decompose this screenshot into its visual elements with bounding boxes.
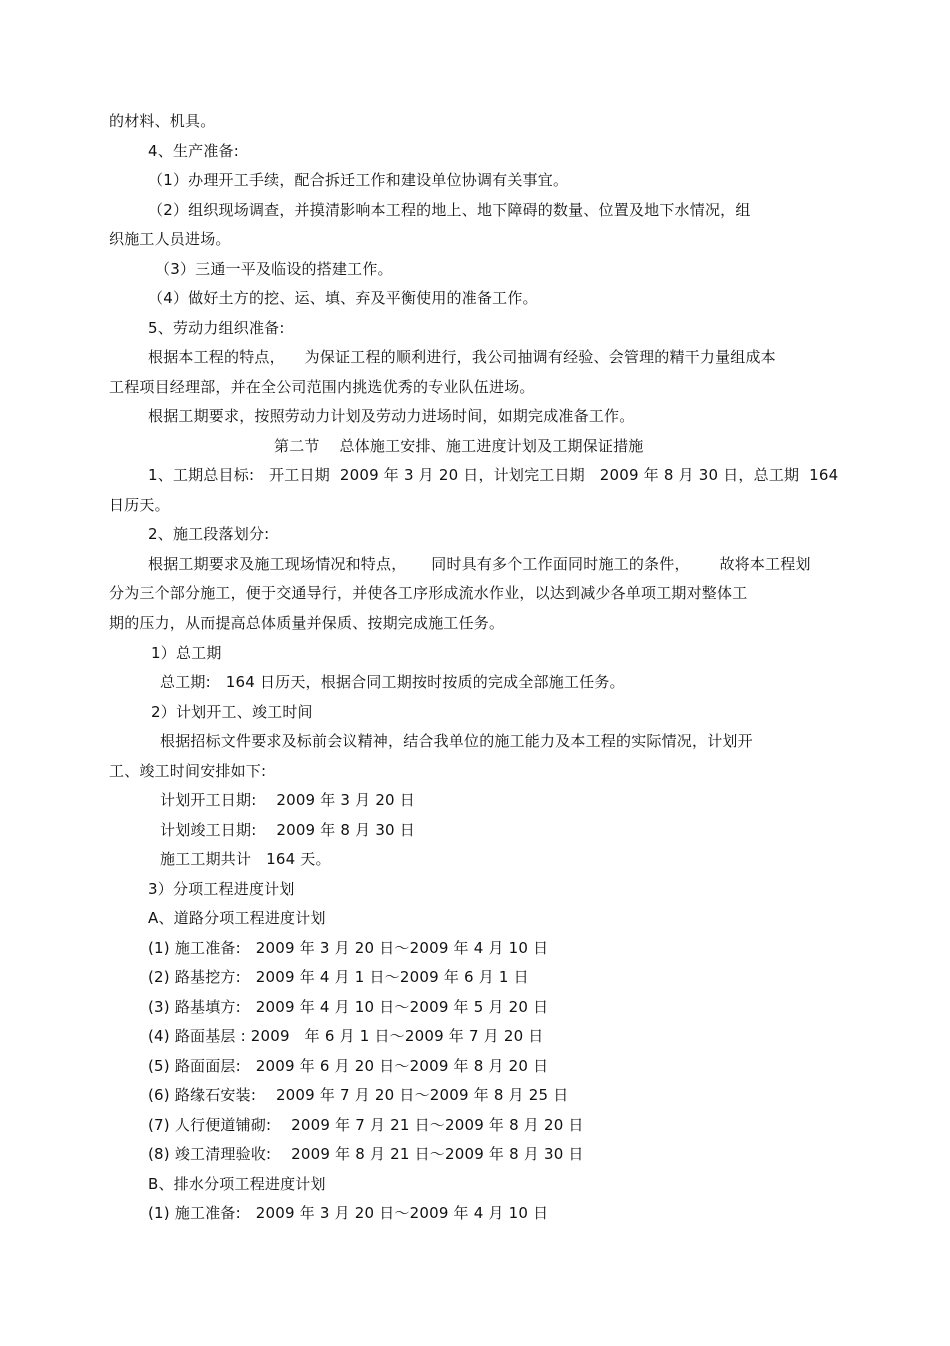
text-line: 根据工期要求，按照劳动力计划及劳动力进场时间，如期完成准备工作。 [148,407,635,425]
text-line: 期的压力，从而提高总体质量并保质、按期完成施工任务。 [109,614,505,632]
text-line: （1）办理开工手续，配合拆迁工作和建设单位协调有关事宜。 [148,171,569,189]
subsection-heading: 1）总工期 [151,644,222,662]
schedule-item: (4) 路面基层 : 2009 年 6 月 1 日～2009 年 7 月 20 日 [148,1027,544,1045]
text-line: （2）组织现场调查，并摸清影响本工程的地上、地下障碍的数量、位置及地下水情况，组 [148,201,751,219]
text-line: 日历天。 [109,496,170,514]
section-heading: 4、生产准备: [148,142,239,160]
subsection-heading: A、道路分项工程进度计划 [148,909,326,927]
section-heading: 2、施工段落划分: [148,525,270,543]
text-line: 根据本工程的特点， 为保证工程的顺利进行，我公司抽调有经验、会管理的精干力量组成本 [148,348,776,366]
schedule-item: (1) 施工准备: 2009 年 3 月 20 日～2009 年 4 月 10 日 [148,1204,549,1222]
chapter-heading: 第二节 总体施工安排、施工进度计划及工期保证措施 [274,437,644,455]
schedule-item: (5) 路面面层: 2009 年 6 月 20 日～2009 年 8 月 20 日 [148,1057,549,1075]
schedule-item: (7) 人行便道铺砌: 2009 年 7 月 21 日～2009 年 8 月 20 日 [148,1116,584,1134]
text-line: 总工期: 164 日历天，根据合同工期按时按质的完成全部施工任务。 [160,673,625,691]
schedule-item: (3) 路基填方: 2009 年 4 月 10 日～2009 年 5 月 20 日 [148,998,549,1016]
text-line: 根据工期要求及施工现场情况和特点， 同时具有多个工作面同时施工的条件， 故将本工程划 [148,555,811,573]
subsection-heading: B、排水分项工程进度计划 [148,1175,326,1193]
text-line: 计划开工日期: 2009 年 3 月 20 日 [160,791,415,809]
text-line: （4）做好土方的挖、运、填、弃及平衡使用的准备工作。 [148,289,538,307]
text-line: （3）三通一平及临设的搭建工作。 [155,260,393,278]
section-heading: 5、劳动力组织准备: [148,319,285,337]
schedule-item: (6) 路缘石安装: 2009 年 7 月 20 日～2009 年 8 月 25 日 [148,1086,569,1104]
subsection-heading: 3）分项工程进度计划 [148,880,295,898]
text-line: 工程项目经理部，并在全公司范围内挑选优秀的专业队伍进场。 [109,378,535,396]
text-line: 工、竣工时间安排如下: [109,762,267,780]
text-line: 分为三个部分施工，便于交通导行，并使各工序形成流水作业，以达到减少各单项工期对整体工 [109,584,748,602]
text-line: 施工工期共计 164 天。 [160,850,331,868]
text-line: 计划竣工日期: 2009 年 8 月 30 日 [160,821,415,839]
schedule-item: (1) 施工准备: 2009 年 3 月 20 日～2009 年 4 月 10 日 [148,939,549,957]
text-line: 的材料、机具。 [109,112,216,130]
schedule-item: (8) 竣工清理验收: 2009 年 8 月 21 日～2009 年 8 月 30 日 [148,1145,584,1163]
subsection-heading: 2）计划开工、竣工时间 [151,703,313,721]
text-line: 织施工人员进场。 [109,230,231,248]
schedule-item: (2) 路基挖方: 2009 年 4 月 1 日～2009 年 6 月 1 日 [148,968,529,986]
text-line: 根据招标文件要求及标前会议精神，结合我单位的施工能力及本工程的实际情况，计划开 [160,732,753,750]
text-line: 1、工期总目标: 开工日期 2009 年 3 月 20 日，计划完工日期 2009 年 8 月 30 日，总工期 164 [148,466,839,484]
